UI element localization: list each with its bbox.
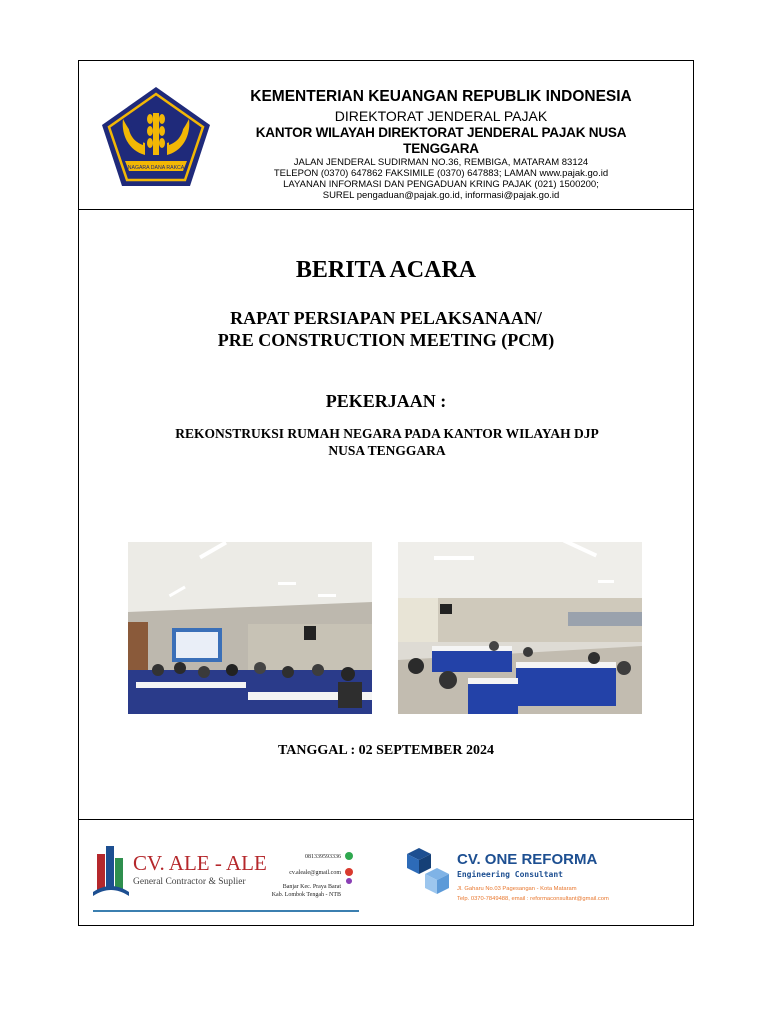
location-pin-icon — [346, 878, 352, 894]
contractor-address-2: Kab. Lombok Tengah - NTB — [271, 892, 341, 898]
document-subtitle — [79, 307, 693, 351]
office-service: LAYANAN INFORMASI DAN PENGADUAN KRING PAJAK (021) 1500200; — [283, 179, 599, 190]
meeting-date: TANGGAL : 02 SEPTEMBER 2024 — [278, 743, 494, 758]
ministry-name: KEMENTERIAN KEUANGAN REPUBLIK INDONESIA — [250, 88, 632, 105]
letterhead-text — [217, 87, 665, 201]
page-frame — [78, 60, 694, 926]
meeting-photo-2 — [398, 542, 642, 714]
contractor-email: cv.aleale@gmail.com — [289, 870, 341, 876]
document-body — [79, 209, 693, 819]
subtitle-line-2: PRE CONSTRUCTION MEETING (PCM) — [217, 330, 555, 350]
office-email: SUREL pengaduan@pajak.go.id, informasi@pajak.go.id — [322, 190, 560, 201]
regional-office-name: KANTOR WILAYAH DIREKTORAT JENDERAL PAJAK NUSA TENGGARA — [255, 125, 627, 156]
subtitle-line-1: RAPAT PERSIAPAN PELAKSANAAN/ — [230, 308, 542, 328]
consultant-contact: Telp. 0370-7849488, email : reformaconsultant@gmail.com — [457, 896, 609, 902]
contractor-tagline: General Contractor & Suplier — [133, 877, 246, 887]
work-line-1: REKONSTRUKSI RUMAH NEGARA PADA KANTOR WILAYAH DJP — [175, 426, 599, 441]
office-address: JALAN JENDERAL SUDIRMAN NO.36, REMBIGA, MATARAM 83124 — [293, 157, 589, 168]
logo-motto: NAGARA DANA RAKCA — [127, 165, 185, 171]
meeting-photo-1 — [128, 542, 372, 714]
work-label: PEKERJAAN : — [325, 391, 447, 411]
consultant-name: CV. ONE REFORMA — [457, 851, 598, 868]
letterhead — [79, 61, 693, 210]
contractor-address-1: Banjar Kec. Praya Barat — [282, 884, 341, 890]
work-description — [119, 425, 655, 459]
consultant-logo-icon — [401, 844, 669, 908]
consultant-address: Jl. Gaharu No.03 Pagesangan - Kota Mataram — [457, 886, 577, 892]
whatsapp-icon — [345, 852, 353, 860]
consultant-tagline: Engineering Consultant — [457, 870, 563, 879]
work-line-2: NUSA TENGGARA — [328, 443, 446, 458]
contractor-phone: 081339593336 — [305, 854, 341, 860]
ministry-logo-icon — [99, 85, 213, 189]
document-title: BERITA ACARA — [295, 257, 477, 283]
office-phone: TELEPON (0370) 647862 FAKSIMILE (0370) 647883; LAMAN www.pajak.go.id — [273, 168, 609, 179]
directorate-name: DIREKTORAT JENDERAL PAJAK — [334, 108, 548, 124]
contractor-logo-icon — [93, 840, 363, 916]
contractor-name: CV. ALE - ALE — [133, 851, 267, 875]
email-icon — [345, 868, 353, 876]
footer-logos — [79, 819, 693, 928]
